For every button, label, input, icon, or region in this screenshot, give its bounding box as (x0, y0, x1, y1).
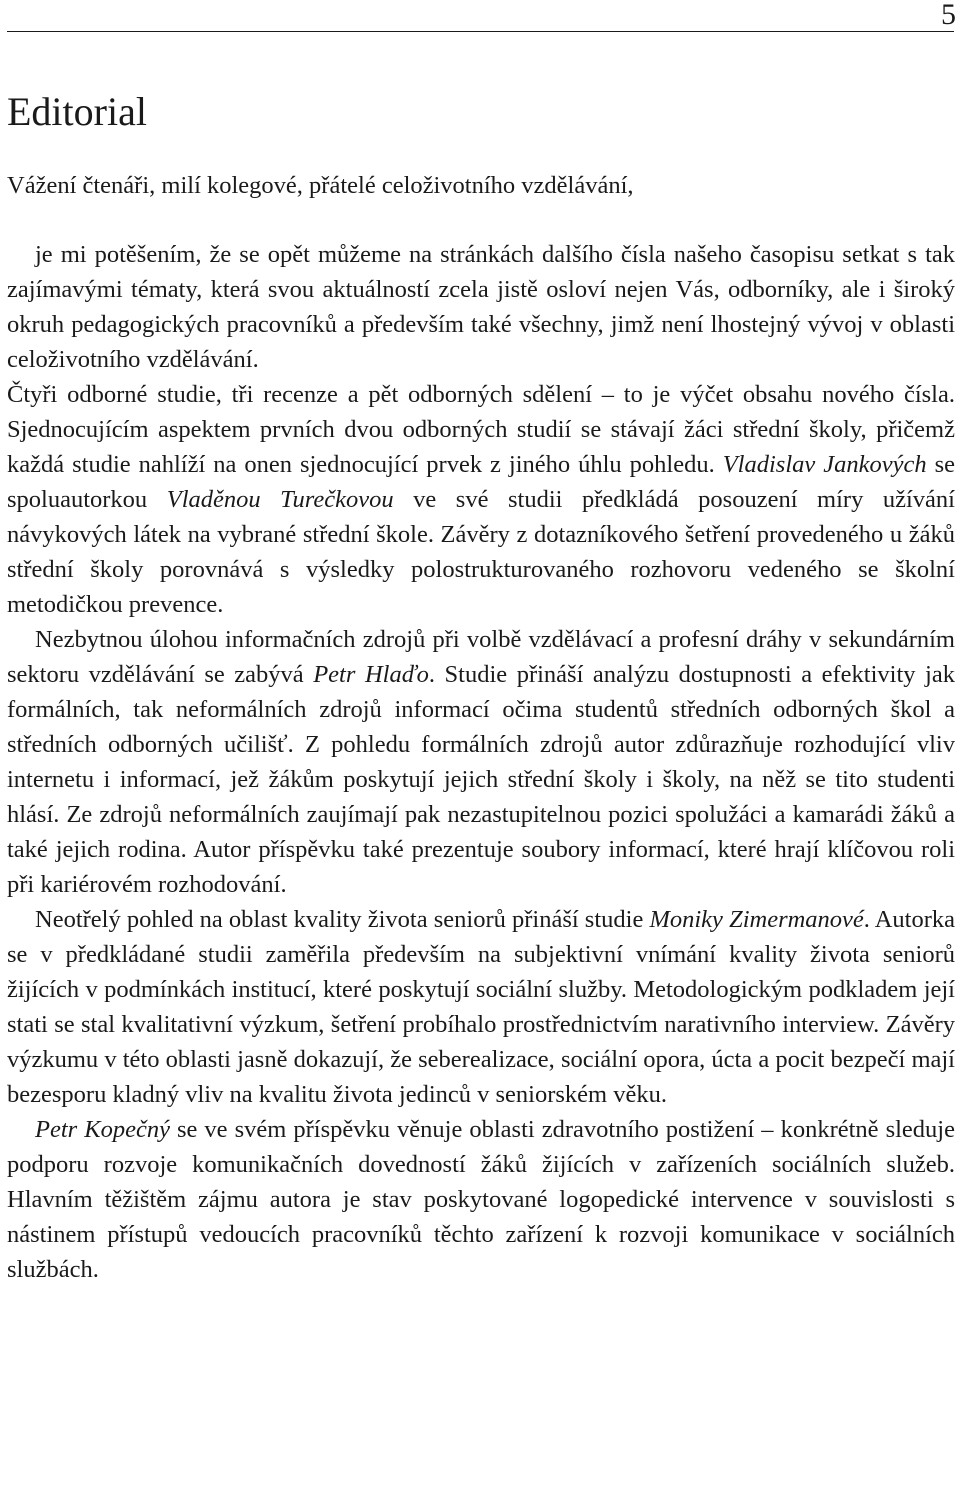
author-name: Petr Kopečný (35, 1116, 170, 1143)
paragraph-text: Čtyři odborné studie, tři recenze a pět odborných sdělení – to je výčet obsahu nového čísla. Sjednocujícím aspektem prvních dvou odborných studií se stávají žáci střední školy, přičemž každá studie nahlíží na onen sjednocující prvek z jiného úhlu pohledu. (7, 381, 955, 478)
paragraph (7, 237, 955, 377)
paragraph-text: . Studie přináší analýzu dostupnosti a efektivity jak formálních, tak neformálních zdrojů informací očima studentů středních odborných škol a středních odborných učilišť. Z pohledu formálních zdrojů autor zdůrazňuje rozhodující vliv internetu i informací, jež žákům poskytují jejich střední školy i školy, na něž se tito studenti hlásí. Ze zdrojů neformálních zaujímají pak nezastupitelnou pozici spolužáci a kamarádi žáků a také jejich rodina. Autor příspěvku také prezentuje soubory informací, které hrají klíčovou roli při kariérovém rozhodování. (7, 661, 955, 898)
paragraph (7, 377, 955, 622)
paragraph-text: . Autorka se v předkládané studii zaměřila především na subjektivní vnímání kvality života seniorů žijících v podmínkách institucí, které poskytují sociální služby. Metodologickým podkladem její stati se stal kvalitativní výzkum, šetření probíhalo prostřednictvím narativního interview. Závěry výzkumu v této oblasti jasně dokazují, že seberealizace, sociální opora, úcta a pocit bezpečí mají bezesporu kladný vliv na kvalitu života jedinců v seniorském věku. (7, 906, 955, 1108)
author-name: Vladěnou Turečkovou (166, 486, 394, 513)
paragraph-text: Nezbytnou úlohou informačních zdrojů při volbě vzdělávací a profesní dráhy v sekundárním sektoru vzdělávání se zabývá (7, 626, 955, 688)
author-name: Vladislav Jankových (722, 451, 927, 478)
paragraph (7, 1112, 955, 1287)
page-number: 5 (941, 0, 956, 31)
paragraph (7, 622, 955, 902)
salutation: Vážení čtenáři, milí kolegové, přátelé celoživotního vzdělávání, (7, 172, 634, 199)
paragraph-text: se spoluautorkou (7, 451, 955, 513)
author-name: Moniky Zimermanové (649, 906, 864, 933)
page-title: Editorial (7, 89, 147, 134)
paragraph-text: se ve svém příspěvku věnuje oblasti zdravotního postižení – konkrétně sleduje podporu rozvoje komunikačních dovedností žáků žijících v zařízeních sociálních služeb. Hlavním těžištěm zájmu autora je stav poskytované logopedické intervence v souvislosti s nástinem přístupů vedoucích pracovníků těchto zařízení k rozvoji komunikace v sociálních službách. (7, 1116, 955, 1283)
article-body (7, 237, 955, 1287)
paragraph-text: je mi potěšením, že se opět můžeme na stránkách dalšího čísla našeho časopisu setkat s tak zajímavými tématy, která svou aktuálností zcela jistě osloví nejen Vás, odborníky, ale i široký okruh pedagogických pracovníků a především také všechny, jimž není lhostejný vývoj v oblasti celoživotního vzdělávání. (7, 241, 955, 373)
paragraph (7, 902, 955, 1112)
author-name: Petr Hlaďo (313, 661, 429, 688)
header-rule (7, 31, 954, 32)
paragraph-text: Neotřelý pohled na oblast kvality života seniorů přináší studie (35, 906, 650, 933)
paragraph-text: ve své studii předkládá posouzení míry užívání návykových látek na vybrané střední škole. Závěry z dotazníkového šetření provedeného u žáků střední školy porovnává s výsledky polostrukturovaného rozhovoru vedeného se školní metodičkou prevence. (7, 486, 955, 618)
